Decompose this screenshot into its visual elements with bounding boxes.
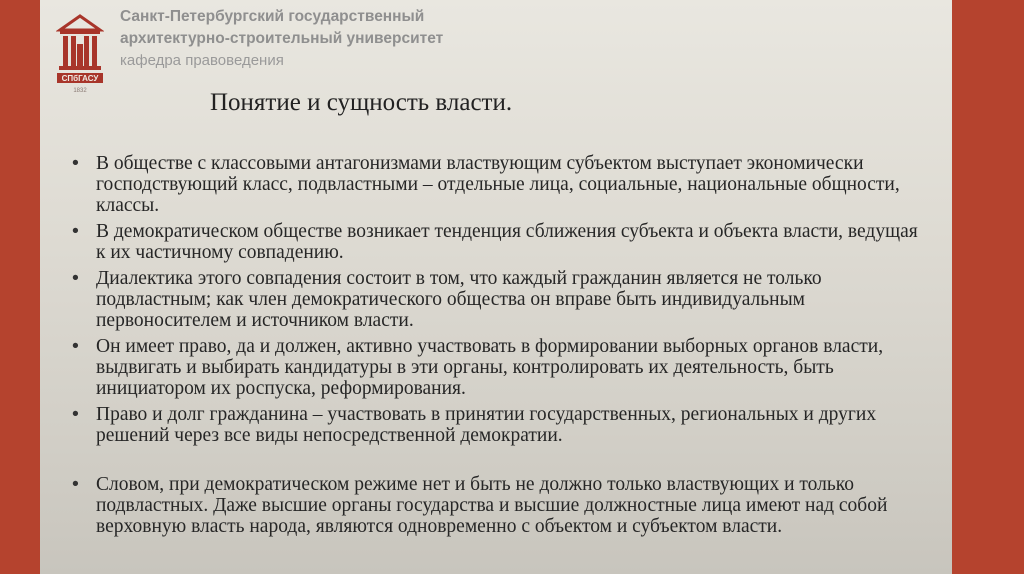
bullet-item	[72, 221, 932, 263]
bullet-item	[72, 268, 932, 331]
bullet-text: Он имеет право, да и должен, активно участвовать в формировании выборных органов власти, выдвигать и выбирать кандидатуры в эти органы, контролировать их деятельность, быть инициатором их роспуска, реформирования.	[96, 336, 884, 399]
bullet-item	[72, 336, 932, 399]
bullet-icon: •	[72, 267, 79, 289]
bullet-text: В обществе с классовыми антагонизмами властвующим субъектом выступает экономически господствующий класс, подвластными – отдельные лица, социальные, национальные общности, классы.	[96, 153, 900, 216]
bullet-text: Право и долг гражданина – участвовать в принятии государственных, региональных и других решений через все виды непосредственной демократии.	[96, 404, 877, 446]
bullet-text: Словом, при демократическом режиме нет и быть не должно только властвующих и только подвластных. Даже высшие органы государства и высшие должностные лица имеют над собой верховную власть народа, являются одновременно с объектом и субъектом власти.	[96, 474, 888, 537]
bullet-icon: •	[72, 220, 79, 242]
slide	[40, 0, 952, 574]
bullet-icon: •	[72, 473, 79, 495]
bullet-list	[72, 153, 932, 542]
slide-title: Понятие и сущность власти.	[210, 89, 513, 116]
university-header	[120, 6, 443, 72]
bullet-text: В демократическом обществе возникает тенденция сближения субъекта и объекта власти, ведущая к их частичному совпадению.	[96, 221, 918, 263]
logo-year: 1832	[73, 88, 87, 94]
university-name-line-1: Санкт-Петербургский государственный	[120, 8, 425, 25]
department-name: кафедра правоведения	[120, 52, 284, 69]
bullet-icon: •	[72, 335, 79, 357]
university-building-logo-icon	[56, 12, 104, 94]
bullet-icon: •	[72, 152, 79, 174]
logo-text: СПбГАСУ	[61, 74, 99, 83]
bullet-icon: •	[72, 403, 79, 425]
bullet-text: Диалектика этого совпадения состоит в том, что каждый гражданин является не только подвластным; как член демократического общества он вправе быть индивидуальным первоносителем и источником власти.	[96, 268, 822, 331]
bullet-item	[72, 153, 932, 216]
university-name-line-2: архитектурно-строительный университет	[120, 30, 444, 47]
bullet-item	[72, 474, 932, 537]
bullet-item	[72, 404, 932, 446]
